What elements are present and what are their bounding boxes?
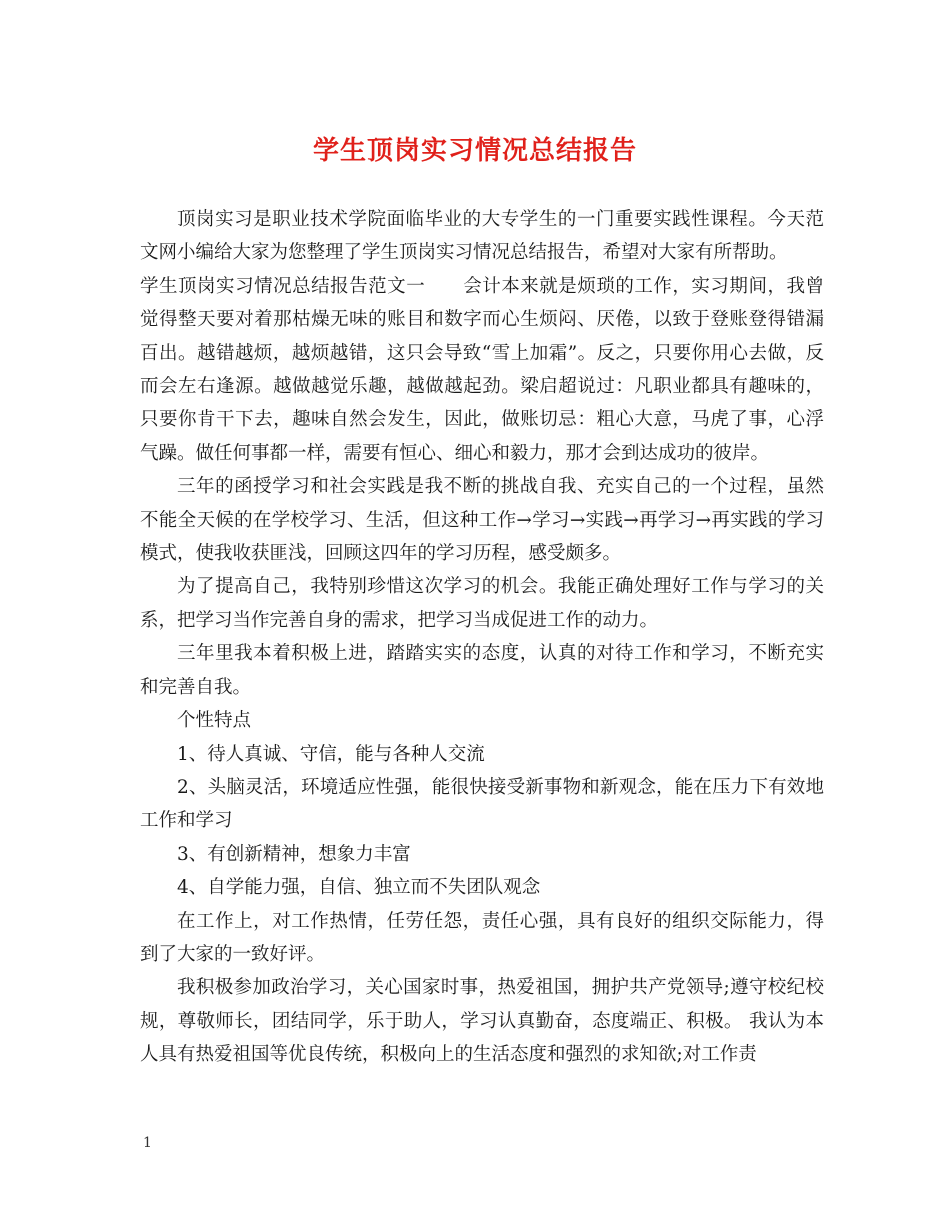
page-number: 1 [143,1135,152,1151]
list-item-trait-4: 4、自学能力强，自信、独立而不失团队观念 [177,877,541,899]
paragraph-intro: 顶岗实习是职业技术学院面临毕业的大专学生的一门重要实践性课程。今天范文网小编给大家为您整理了学生顶岗实习情况总结报告，希望对大家有所帮助。 [140,209,824,264]
list-item-trait-2: 2、头脑灵活，环境适应性强，能很快接受新事物和新观念，能在压力下有效地工作和学习 [140,776,824,832]
list-item-trait-1: 1、待人真诚、守信，能与各种人交流 [177,743,485,765]
list-item-trait-3: 3、有创新精神，想象力丰富 [177,843,411,865]
paragraph-politics: 我积极参加政治学习，关心国家时事，热爱祖国，拥护共产党领导;遵守校纪校规，尊敬师长，团结同学，乐于助人，学习认真勤奋，态度端正、积极。 我认为本人具有热爱祖国等优良传统，积极向上的生活态度和强烈的求知欲;对工作责 [140,977,824,1066]
document-body [140,203,824,1072]
paragraph-study-process: 三年的函授学习和社会实践是我不断的挑战自我、充实自己的一个过程，虽然不能全天候的在学校学习、生活，但这种工作→学习→实践→再学习→再实践的学习模式，使我收获匪浅，回顾这四年的学习历程，感受颇多。 [140,476,824,565]
paragraph-attitude: 三年里我本着积极上进，踏踏实实的态度，认真的对待工作和学习，不断充实和完善自我。 [140,643,824,698]
paragraph-work: 在工作上，对工作热情，任劳任怨，责任心强，具有良好的组织交际能力，得到了大家的一致好评。 [140,910,824,965]
paragraph-sample-one: 学生顶岗实习情况总结报告范文一 会计本来就是烦琐的工作，实习期间，我曾觉得整天要对着那枯燥无味的账目和数字而心生烦闷、厌倦，以致于登账登得错漏百出。越错越烦，越烦越错，这只会导致“雪上加霜”。反之，只要你用心去做，反而会左右逢源。越做越觉乐趣，越做越起劲。梁启超说过：凡职业都具有趣味的，只要你肯干下去，趣味自然会发生，因此，做账切忌：粗心大意，马虎了事，心浮气躁。做任何事都一样，需要有恒心、细心和毅力，那才会到达成功的彼岸。 [140,275,824,464]
document-title: 学生顶岗实习情况总结报告 [312,136,637,166]
paragraph-self-improvement: 为了提高自己，我特别珍惜这次学习的机会。我能正确处理好工作与学习的关系，把学习当作完善自身的需求，把学习当成促进工作的动力。 [140,576,824,631]
paragraph-traits-heading: 个性特点 [177,710,252,732]
